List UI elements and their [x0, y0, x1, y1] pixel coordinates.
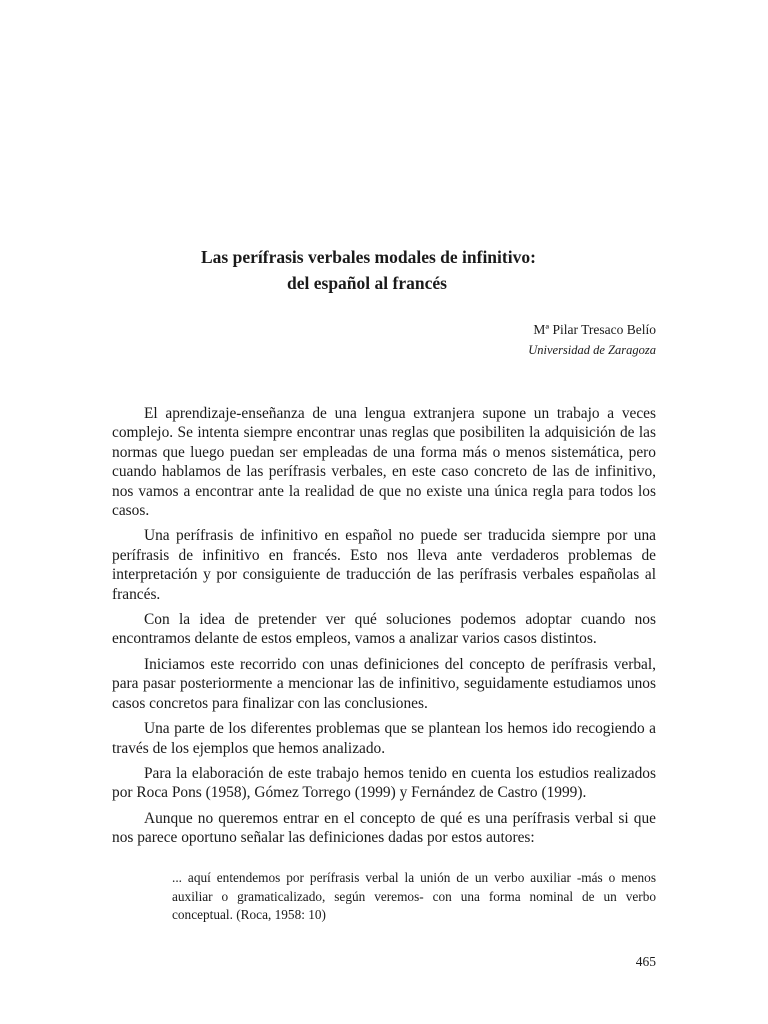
paragraph: Aunque no queremos entrar en el concepto de qué es una perífrasis verbal si que nos parece oportuno señalar las definiciones dadas por estos autores: [112, 809, 656, 847]
paragraph: Una parte de los diferentes problemas que se plantean los hemos ido recogiendo a través de los ejemplos que hemos analizado. [112, 720, 656, 757]
article-title [0, 244, 768, 296]
title-line-1: Las perífrasis verbales modales de infinitivo: [201, 247, 536, 267]
title-line-2: del español al francés [287, 273, 447, 293]
block-quote: ... aquí entendemos por perífrasis verbal la unión de un verbo auxiliar -más o menos auxiliar o gramaticalizado, según veremos- con una forma nominal de un verbo conceptual. (Roca, 1958: 10) [172, 870, 656, 922]
paragraph: Una perífrasis de infinitivo en español no puede ser traducida siempre por una perífrasis de infinitivo en francés. Esto nos lleva ante verdaderos problemas de interpretación y por consiguiente de traducción de las perífrasis verbales españolas al francés. [112, 527, 656, 603]
author-name: Mª Pilar Tresaco Belío [533, 322, 656, 337]
paragraph: Con la idea de pretender ver qué soluciones podemos adoptar cuando nos encontramos delante de estos empleos, vamos a analizar varios casos distintos. [112, 611, 656, 648]
article-body [112, 404, 656, 854]
paragraph: Para la elaboración de este trabajo hemos tenido en cuenta los estudios realizados por Roca Pons (1958), Gómez Torrego (1999) y Fernández de Castro (1999). [112, 764, 656, 802]
paragraph: Iniciamos este recorrido con unas definiciones del concepto de perífrasis verbal, para pasar posteriormente a mencionar las de infinitivo, seguidamente estudiamos unos casos concretos para finalizar con las conclusiones. [112, 655, 656, 712]
author-affiliation: Universidad de Zaragoza [528, 343, 656, 357]
author-block [528, 320, 656, 360]
page-number: 465 [635, 954, 656, 969]
paragraph: El aprendizaje-enseñanza de una lengua extranjera supone un trabajo a veces complejo. Se intenta siempre encontrar unas reglas que posibiliten la adquisición de las normas que luego puedan ser empleadas de una forma más o menos sistemática, pero cuando hablamos de las perífrasis verbales, en este caso concreto de las de infinitivo, nos vamos a encontrar ante la realidad de que no existe una única regla para todos los casos. [112, 405, 656, 520]
